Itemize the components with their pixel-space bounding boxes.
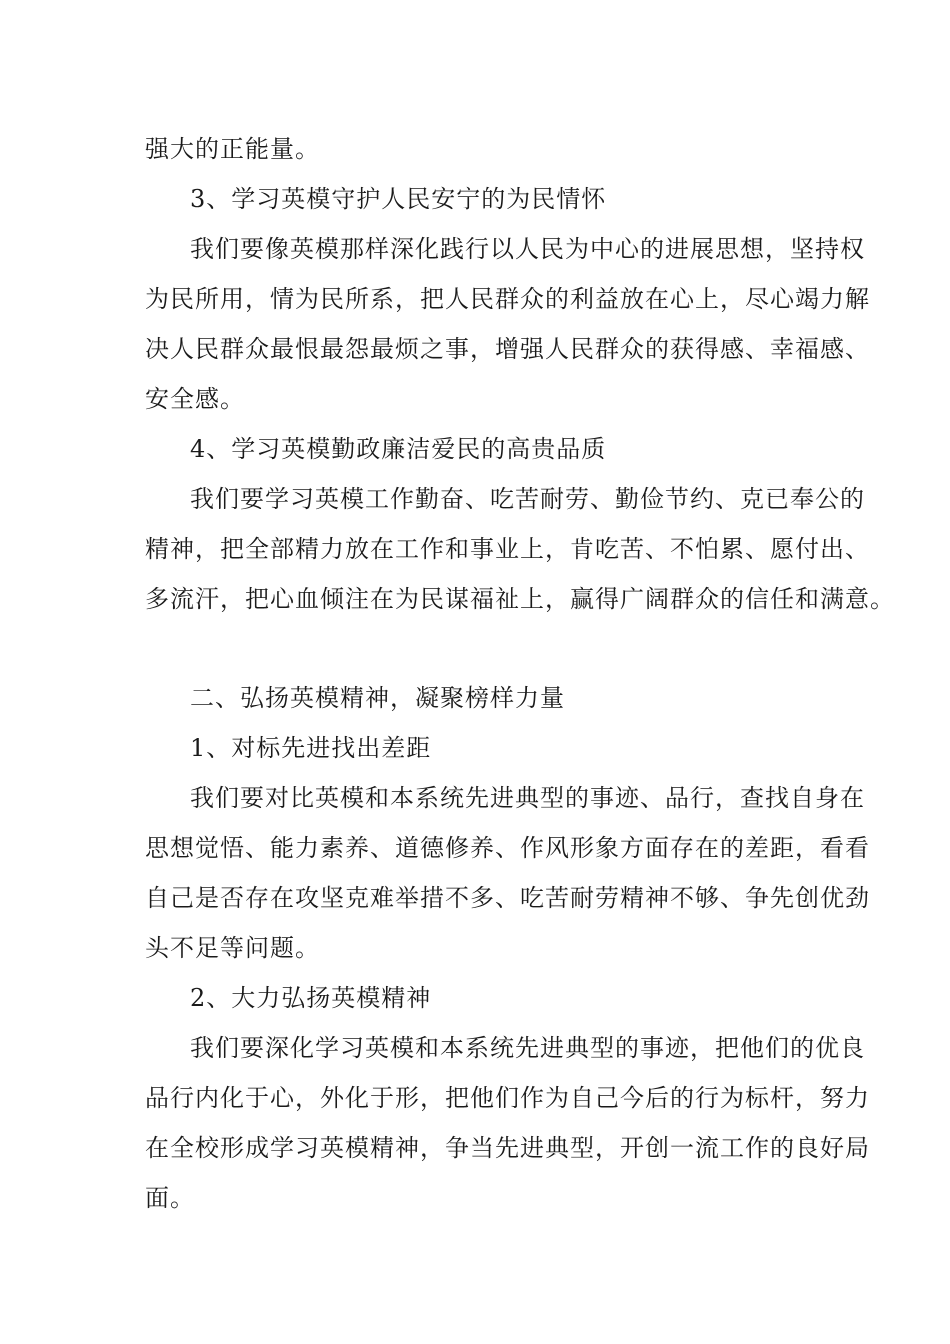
paragraph-line: 自己是否存在攻坚克难举措不多、吃苦耐劳精神不够、争先创优劲: [145, 884, 870, 912]
paragraph-line: 为民所用，情为民所系，把人民群众的利益放在心上，尽心竭力解: [145, 285, 870, 313]
paragraph-line: 面。: [145, 1184, 195, 1212]
section-heading: 4、学习英模勤政廉洁爱民的高贵品质: [190, 435, 607, 463]
paragraph-line: 头不足等问题。: [145, 934, 320, 962]
paragraph-line: 强大的正能量。: [145, 135, 320, 163]
chapter-heading: 二、弘扬英模精神，凝聚榜样力量: [190, 684, 565, 712]
paragraph-line: 精神，把全部精力放在工作和事业上，肯吃苦、不怕累、愿付出、: [145, 535, 870, 563]
paragraph-line: 多流汗，把心血倾注在为民谋福祉上，赢得广阔群众的信任和满意。: [145, 585, 895, 613]
paragraph-line: 品行内化于心，外化于形，把他们作为自己今后的行为标杆，努力: [145, 1084, 870, 1112]
section-heading: 3、学习英模守护人民安宁的为民情怀: [190, 185, 607, 213]
paragraph-line: 安全感。: [145, 385, 245, 413]
paragraph-line: 思想觉悟、能力素养、道德修养、作风形象方面存在的差距，看看: [145, 834, 870, 862]
paragraph-line: 我们要深化学习英模和本系统先进典型的事迹，把他们的优良: [190, 1034, 865, 1062]
paragraph-line: 决人民群众最恨最怨最烦之事，增强人民群众的获得感、幸福感、: [145, 335, 870, 363]
paragraph-line: 我们要对比英模和本系统先进典型的事迹、品行，查找自身在: [190, 784, 865, 812]
paragraph-line: 我们要像英模那样深化践行以人民为中心的进展思想，坚持权: [190, 235, 865, 263]
section-heading: 2、大力弘扬英模精神: [190, 984, 432, 1012]
section-heading: 1、对标先进找出差距: [190, 734, 432, 762]
paragraph-line: 在全校形成学习英模精神，争当先进典型，开创一流工作的良好局: [145, 1134, 870, 1162]
paragraph-line: 我们要学习英模工作勤奋、吃苦耐劳、勤俭节约、克已奉公的: [190, 485, 865, 513]
